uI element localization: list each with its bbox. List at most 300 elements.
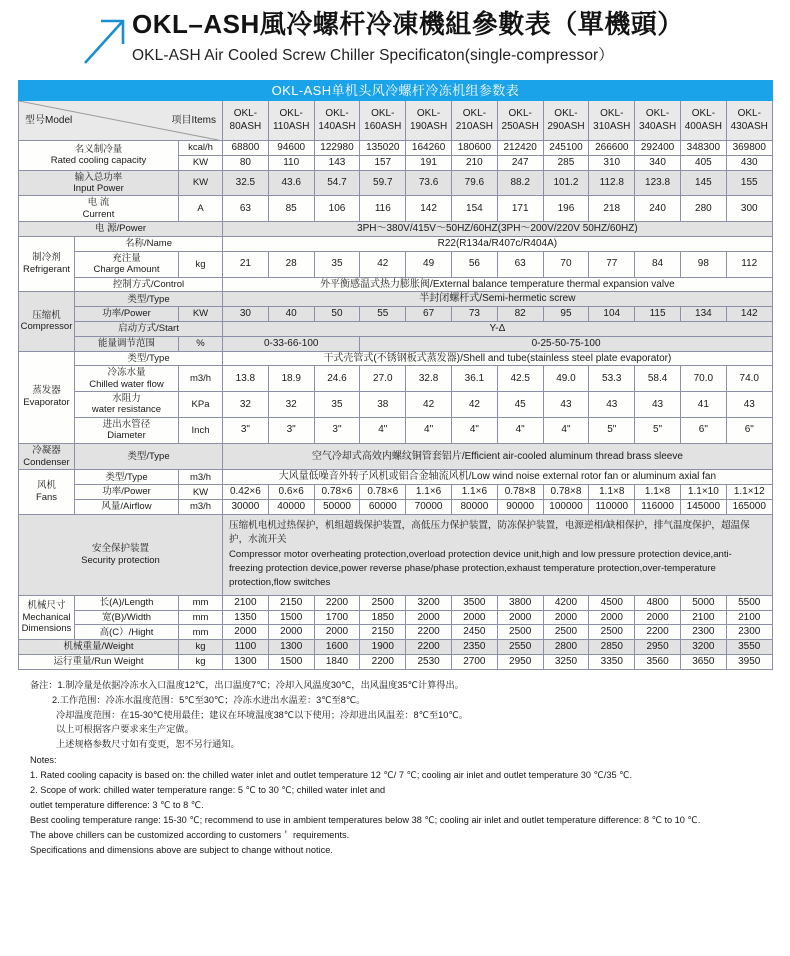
data-cell: 104 [589, 307, 635, 322]
data-cell: 2700 [451, 654, 497, 669]
data-cell: 1.1×6 [451, 485, 497, 500]
unit-cell: Inch [179, 417, 223, 443]
note-en-2: 2. Scope of work: chilled water temperature range: 5 ℃ to 30 ℃; chilled water inlet and [30, 785, 386, 796]
table-row [19, 251, 773, 277]
data-cell: 2100 [680, 610, 726, 625]
data-cell: 164260 [406, 141, 452, 156]
row-label-power-supply: 电 源/Power [19, 222, 223, 237]
page-title-cn: OKL–ASH風冷螺杆冷凍機組參數表（單機頭） [132, 9, 684, 39]
data-cell: 430 [726, 155, 772, 170]
data-cell: 73.6 [406, 170, 452, 196]
notes-en-title: Notes: [30, 755, 57, 766]
data-cell: 3800 [497, 595, 543, 610]
data-cell: 110 [268, 155, 314, 170]
data-cell: 1.1×8 [635, 485, 681, 500]
data-cell: 80 [223, 155, 269, 170]
data-cell: 45 [497, 392, 543, 418]
data-cell: 43 [635, 392, 681, 418]
page-header [0, 0, 790, 66]
data-cell: 43.6 [268, 170, 314, 196]
data-cell: 2200 [314, 595, 360, 610]
table-header-row [19, 101, 773, 141]
data-cell: 79.6 [451, 170, 497, 196]
data-cell: 4" [406, 417, 452, 443]
data-cell: 88.2 [497, 170, 543, 196]
table-row [19, 351, 773, 366]
refrigerant-name-value: R22(R134a/R407c/R404A) [223, 236, 773, 251]
data-cell: 43 [543, 392, 589, 418]
data-cell: 42 [360, 251, 406, 277]
table-row [19, 610, 773, 625]
data-cell: 42 [451, 392, 497, 418]
data-cell: 171 [497, 196, 543, 222]
data-cell: 101.2 [543, 170, 589, 196]
corner-label-items: 项目Items [171, 115, 216, 126]
row-label-compressor-power: 功率/Power [75, 307, 179, 322]
data-cell: 90000 [497, 500, 543, 515]
data-cell: 4" [543, 417, 589, 443]
unit-cell: % [179, 336, 223, 351]
data-cell: 4" [451, 417, 497, 443]
data-cell: 3250 [543, 654, 589, 669]
data-cell: 180600 [451, 141, 497, 156]
data-cell: 53.3 [589, 366, 635, 392]
data-cell: 2300 [680, 625, 726, 640]
row-label-length: 长(A)/Length [75, 595, 179, 610]
model-suffix: 160ASH [364, 120, 402, 132]
data-cell: 2150 [268, 595, 314, 610]
data-cell: 285 [543, 155, 589, 170]
data-cell: 77 [589, 251, 635, 277]
table-row [19, 141, 773, 156]
data-cell: 1700 [314, 610, 360, 625]
data-cell: 2000 [589, 610, 635, 625]
data-cell: 1300 [268, 640, 314, 655]
data-cell: 40000 [268, 500, 314, 515]
data-cell: 112 [726, 251, 772, 277]
power-supply-value: 3PH～380V/415V～50HZ/60HZ(3PH～200V/220V 50HZ/60HZ) [223, 222, 773, 237]
data-cell: 1100 [223, 640, 269, 655]
data-cell: 142 [726, 307, 772, 322]
table-row [19, 485, 773, 500]
control-value: 外平衡感温式热力膨胀阀/External balance temperature thermal expansion valve [223, 277, 773, 292]
model-prefix: OKL- [645, 108, 670, 120]
unit-cell: KW [179, 155, 223, 170]
row-label-capacity-control: 能量调节范围 [75, 336, 179, 351]
row-label-run-weight: 运行重量/Run Weight [19, 654, 179, 669]
table-row [19, 417, 773, 443]
data-cell: 35 [314, 392, 360, 418]
model-suffix: 310ASH [593, 120, 631, 132]
note-en-1: 1. Rated cooling capacity is based on: the chilled water inlet and outlet temperature 12 ℃/ 7 ℃; cooling air inlet and outlet temperature 30 ℃/35 ℃. [30, 770, 633, 781]
model-column-header [451, 101, 497, 141]
data-cell: 106 [314, 196, 360, 222]
group-label-refrigerant: 制冷剂 Refrigerant [19, 236, 75, 291]
data-cell: 4200 [543, 595, 589, 610]
data-cell: 1350 [223, 610, 269, 625]
page-title-en: OKL-ASH Air Cooled Screw Chiller Specificaton(single-compressor） [132, 46, 614, 64]
data-cell: 85 [268, 196, 314, 222]
data-cell: 6" [726, 417, 772, 443]
data-cell: 0.78×6 [360, 485, 406, 500]
data-cell: 56 [451, 251, 497, 277]
data-cell: 4500 [589, 595, 635, 610]
data-cell: 60000 [360, 500, 406, 515]
note-en-3: outlet temperature difference: 3 ℃ to 8 ℃. [30, 799, 204, 810]
data-cell: 134 [680, 307, 726, 322]
table-row [19, 514, 773, 595]
data-cell: 348300 [680, 141, 726, 156]
safety-protection-text [223, 514, 773, 595]
row-label-weight: 机械重量/Weight [19, 640, 179, 655]
data-cell: 0.78×6 [314, 485, 360, 500]
data-cell: 2000 [268, 625, 314, 640]
data-cell: 2500 [543, 625, 589, 640]
data-cell: 63 [497, 251, 543, 277]
row-label-condenser-type: 类型/Type [75, 443, 223, 470]
data-cell: 32.5 [223, 170, 269, 196]
row-label-compressor-type: 类型/Type [75, 292, 223, 307]
data-cell: 4" [360, 417, 406, 443]
model-column-header [223, 101, 269, 141]
data-cell: 2300 [726, 625, 772, 640]
data-cell: 2950 [497, 654, 543, 669]
table-row [19, 470, 773, 485]
model-column-header [314, 101, 360, 141]
row-label-fans-power: 功率/Power [75, 485, 179, 500]
data-cell: 3200 [406, 595, 452, 610]
data-cell: 212420 [497, 141, 543, 156]
data-cell: 2850 [589, 640, 635, 655]
model-prefix: OKL- [600, 108, 624, 120]
table-row [19, 307, 773, 322]
data-cell: 2000 [314, 625, 360, 640]
data-cell: 74.0 [726, 366, 772, 392]
unit-cell: m3/h [179, 470, 223, 485]
data-cell: 3" [268, 417, 314, 443]
model-column-header [726, 101, 772, 141]
data-cell: 43 [589, 392, 635, 418]
evaporator-type-value: 干式壳管式(不锈钢板式蒸发器)/Shell and tube(stainless steel plate evaporator) [223, 351, 773, 366]
data-cell: 84 [635, 251, 681, 277]
note-en-5: The above chillers can be customized according to customers＇ requirements. [30, 829, 350, 840]
data-cell: 73 [451, 307, 497, 322]
data-cell: 240 [635, 196, 681, 222]
safety-text-cn: 压缩机电机过热保护，机组超载保护装置，高低压力保护装置，防冻保护装置，电源逆相/缺相保护，排气温度保护，超温保护，水流开关 [229, 519, 750, 546]
group-label-evaporator: 蒸发器 Evaporator [19, 351, 75, 443]
table-row [19, 443, 773, 470]
table-row [19, 640, 773, 655]
table-row [19, 170, 773, 196]
unit-cell: kg [179, 640, 223, 655]
model-suffix: 250ASH [501, 120, 539, 132]
unit-cell: KW [179, 485, 223, 500]
unit-cell: kcal/h [179, 141, 223, 156]
note-en-6: Specifications and dimensions above are subject to change without notice. [30, 844, 333, 855]
data-cell: 98 [680, 251, 726, 277]
model-column-header [680, 101, 726, 141]
table-row [19, 500, 773, 515]
start-value: Y-Δ [223, 321, 773, 336]
data-cell: 218 [589, 196, 635, 222]
data-cell: 112.8 [589, 170, 635, 196]
table-row [19, 277, 773, 292]
table-row [19, 392, 773, 418]
model-suffix: 140ASH [318, 120, 356, 132]
model-suffix: 110ASH [272, 120, 310, 132]
data-cell: 3" [314, 417, 360, 443]
data-cell: 123.8 [635, 170, 681, 196]
data-cell: 55 [360, 307, 406, 322]
unit-cell: kg [179, 251, 223, 277]
data-cell: 54.7 [314, 170, 360, 196]
group-label-compressor: 压缩机 Compressor [19, 292, 75, 351]
data-cell: 30 [223, 307, 269, 322]
corner-model-items-cell [19, 101, 223, 141]
data-cell: 28 [268, 251, 314, 277]
group-label-dimensions: 机械尺寸 Mechanical Dimensions [19, 595, 75, 639]
unit-cell: mm [179, 610, 223, 625]
data-cell: 266600 [589, 141, 635, 156]
model-column-header [360, 101, 406, 141]
data-cell: 40 [268, 307, 314, 322]
table-row [19, 336, 773, 351]
row-label-charge-amount: 充注量 Charge Amount [75, 251, 179, 277]
capacity-value-a: 0-33-66-100 [223, 336, 360, 351]
data-cell: 1.1×6 [406, 485, 452, 500]
data-cell: 145 [680, 170, 726, 196]
data-cell: 50 [314, 307, 360, 322]
table-row [19, 321, 773, 336]
model-prefix: OKL- [233, 108, 258, 120]
data-cell: 110000 [589, 500, 635, 515]
row-label-safety: 安全保护装置 Security protection [19, 514, 223, 595]
data-cell: 369800 [726, 141, 772, 156]
data-cell: 24.6 [314, 366, 360, 392]
model-prefix: OKL- [737, 108, 761, 120]
data-cell: 70.0 [680, 366, 726, 392]
data-cell: 38 [360, 392, 406, 418]
data-cell: 3350 [589, 654, 635, 669]
model-column-header [543, 101, 589, 141]
row-label-fans-type: 类型/Type [75, 470, 179, 485]
row-label-height: 高(C）/Hight [75, 625, 179, 640]
model-prefix: OKL- [416, 108, 441, 120]
model-suffix: 190ASH [409, 120, 448, 132]
data-cell: 6" [680, 417, 726, 443]
data-cell: 5500 [726, 595, 772, 610]
model-column-header [268, 101, 314, 141]
data-cell: 3" [223, 417, 269, 443]
model-suffix: 400ASH [684, 120, 722, 132]
condenser-type-value: 空气冷却式高效内螺纹铜管套铝片/Efficient air-cooled aluminum thread brass sleeve [223, 443, 773, 470]
data-cell: 4800 [635, 595, 681, 610]
row-label-input-power: 输入总功率 Input Power [19, 170, 179, 196]
data-cell: 2100 [223, 595, 269, 610]
data-cell: 122980 [314, 141, 360, 156]
unit-cell: KW [179, 170, 223, 196]
model-prefix: OKL- [508, 108, 532, 120]
data-cell: 191 [406, 155, 452, 170]
data-cell: 2200 [360, 654, 406, 669]
data-cell: 1900 [360, 640, 406, 655]
data-cell: 49 [406, 251, 452, 277]
data-cell: 340 [635, 155, 681, 170]
model-prefix: OKL- [325, 108, 349, 120]
data-cell: 100000 [543, 500, 589, 515]
data-cell: 50000 [314, 500, 360, 515]
row-label-current: 电 流 Current [19, 196, 179, 222]
notes-section [0, 670, 790, 858]
data-cell: 2450 [451, 625, 497, 640]
safety-text-en: Compressor motor overheating protection,overload protection device unit,high and low pressure protection device,anti-freezing protection device,power reverse phase/phase protection,exhaust temperature protection,over-temperature protection,flow switches [229, 548, 732, 589]
data-cell: 2200 [406, 625, 452, 640]
data-cell: 2550 [497, 640, 543, 655]
data-cell: 116000 [635, 500, 681, 515]
model-column-header [589, 101, 635, 141]
data-cell: 70000 [406, 500, 452, 515]
data-cell: 115 [635, 307, 681, 322]
data-cell: 59.7 [360, 170, 406, 196]
data-cell: 94600 [268, 141, 314, 156]
data-cell: 30000 [223, 500, 269, 515]
unit-cell: m3/h [179, 366, 223, 392]
data-cell: 42 [406, 392, 452, 418]
data-cell: 310 [589, 155, 635, 170]
data-cell: 2500 [589, 625, 635, 640]
unit-cell: kg [179, 654, 223, 669]
model-prefix: OKL- [279, 108, 303, 120]
data-cell: 3560 [635, 654, 681, 669]
note-en-4: Best cooling temperature range: 15-30 ℃; recommend to use in ambient temperatures below 38 ℃; cooling air inlet and outlet temperature difference: 8 ℃ to 10 ℃. [30, 814, 701, 825]
table-row [19, 595, 773, 610]
data-cell: 32 [223, 392, 269, 418]
row-label-rated-cooling: 名义制冷量 Rated cooling capacity [19, 141, 179, 171]
data-cell: 2500 [497, 625, 543, 640]
data-cell: 2800 [543, 640, 589, 655]
data-cell: 2000 [635, 610, 681, 625]
unit-cell: KW [179, 307, 223, 322]
data-cell: 1850 [360, 610, 406, 625]
model-prefix: OKL- [371, 108, 395, 120]
unit-cell: KPa [179, 392, 223, 418]
data-cell: 0.78×8 [497, 485, 543, 500]
note-cn-1: 备注：1.制冷量是依据冷冻水入口温度12℃，出口温度7℃；冷却入风温度30℃，出风温度35℃计算得出。 [30, 679, 464, 690]
data-cell: 2000 [223, 625, 269, 640]
note-cn-2: 2.工作范围：冷冻水温度范围：5℃至30℃；冷冻水进出水温差：3℃至8℃。 [52, 694, 366, 705]
row-label-refrigerant-name: 名称/Name [75, 236, 223, 251]
data-cell: 68800 [223, 141, 269, 156]
model-suffix: 290ASH [547, 120, 585, 132]
data-cell: 155 [726, 170, 772, 196]
row-label-evaporator-type: 类型/Type [75, 351, 223, 366]
data-cell: 157 [360, 155, 406, 170]
data-cell: 1.1×12 [726, 485, 772, 500]
data-cell: 2200 [635, 625, 681, 640]
data-cell: 3950 [726, 654, 772, 669]
data-cell: 3500 [451, 595, 497, 610]
data-cell: 1.1×10 [680, 485, 726, 500]
group-label-fans: 风机 Fans [19, 470, 75, 514]
data-cell: 36.1 [451, 366, 497, 392]
unit-cell: A [179, 196, 223, 222]
table-row [19, 222, 773, 237]
data-cell: 142 [406, 196, 452, 222]
data-cell: 154 [451, 196, 497, 222]
data-cell: 5" [589, 417, 635, 443]
data-cell: 67 [406, 307, 452, 322]
data-cell: 143 [314, 155, 360, 170]
model-column-header [635, 101, 681, 141]
data-cell: 1840 [314, 654, 360, 669]
row-label-control: 控制方式/Control [75, 277, 223, 292]
model-suffix: 80ASH [229, 120, 262, 132]
data-cell: 165000 [726, 500, 772, 515]
unit-cell: mm [179, 625, 223, 640]
data-cell: 32.8 [406, 366, 452, 392]
data-cell: 49.0 [543, 366, 589, 392]
row-label-start: 启动方式/Start [75, 321, 223, 336]
data-cell: 2530 [406, 654, 452, 669]
data-cell: 2000 [406, 610, 452, 625]
data-cell: 1.1×8 [589, 485, 635, 500]
data-cell: 2150 [360, 625, 406, 640]
specification-table [18, 80, 773, 670]
data-cell: 292400 [635, 141, 681, 156]
table-row [19, 236, 773, 251]
model-column-header [406, 101, 452, 141]
data-cell: 300 [726, 196, 772, 222]
model-prefix: OKL- [462, 108, 487, 120]
data-cell: 135020 [360, 141, 406, 156]
data-cell: 245100 [543, 141, 589, 156]
note-cn-3: 冷却温度范围：在15-30℃使用最佳；建议在环境温度38℃以下使用；冷却进出风温差：8℃至10℃。 [56, 709, 468, 720]
data-cell: 2950 [635, 640, 681, 655]
data-cell: 2200 [406, 640, 452, 655]
data-cell: 63 [223, 196, 269, 222]
data-cell: 35 [314, 251, 360, 277]
model-suffix: 210ASH [455, 120, 493, 132]
group-label-condenser: 冷凝器 Condenser [19, 443, 75, 470]
data-cell: 80000 [451, 500, 497, 515]
table-row [19, 654, 773, 669]
row-label-width: 宽(B)/Width [75, 610, 179, 625]
data-cell: 1600 [314, 640, 360, 655]
data-cell: 41 [680, 392, 726, 418]
data-cell: 32 [268, 392, 314, 418]
data-cell: 145000 [680, 500, 726, 515]
data-cell: 70 [543, 251, 589, 277]
data-cell: 210 [451, 155, 497, 170]
model-prefix: OKL- [691, 108, 716, 120]
arrow-up-right-icon [82, 14, 128, 66]
table-row [19, 292, 773, 307]
capacity-value-b: 0-25-50-75-100 [360, 336, 772, 351]
fans-type-value: 大风量低噪音外转子风机或铝合金轴流风机/Low wind noise external rotor fan or aluminum axial fan [223, 470, 773, 485]
row-label-airflow: 风量/Airflow [75, 500, 179, 515]
data-cell: 196 [543, 196, 589, 222]
data-cell: 1300 [223, 654, 269, 669]
corner-label-model: 型号Model [25, 115, 73, 126]
model-prefix: OKL- [554, 108, 578, 120]
data-cell: 1500 [268, 610, 314, 625]
data-cell: 82 [497, 307, 543, 322]
compressor-type-value: 半封闭螺杆式/Semi-hermetic screw [223, 292, 773, 307]
row-label-diameter: 进出水管径 Diameter [75, 417, 179, 443]
table-row [19, 625, 773, 640]
data-cell: 5" [635, 417, 681, 443]
data-cell: 280 [680, 196, 726, 222]
